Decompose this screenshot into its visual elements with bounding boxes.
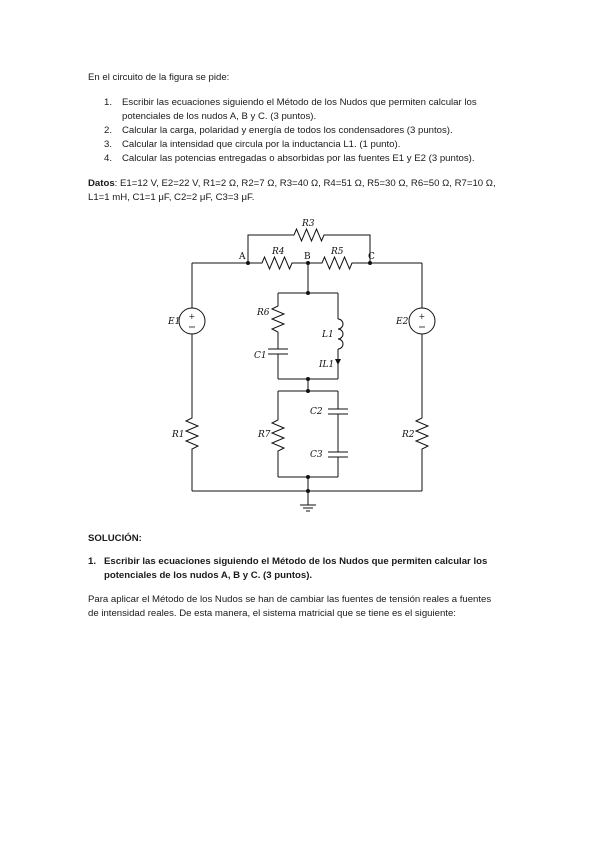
r2-label: R2 [402,430,415,440]
node-b-label: B [304,252,311,262]
task-3-number: 3. [104,139,113,150]
solucion-heading-number: 1. [88,556,97,567]
junction-dot [306,489,310,493]
resistor-r1 [186,334,198,491]
r6-label: R6 [257,308,270,318]
r3-label: R3 [302,219,315,229]
task-4-number: 4. [104,153,113,164]
resistor-r5 [308,257,370,269]
junction-dot [306,377,310,381]
c1-label: C1 [254,351,267,361]
task-1-line-1: Escribir las ecuaciones siguiendo el Método de los Nudos que permiten calcular los [122,97,477,108]
solucion-paragraph-line-1: Para aplicar el Método de los Nudos se han de cambiar las fuentes de tensión reales a fuentes [88,594,492,605]
capacitor-c1 [268,349,288,354]
solucion-heading-line-1: Escribir las ecuaciones siguiendo el Método de los Nudos que permiten calcular los [104,556,488,567]
ground-symbol [300,491,316,511]
il1-label: IL1 [319,360,335,370]
node-c-label: C [368,252,375,262]
capacitor-c2 [328,409,348,414]
task-4-line: Calcular las potencias entregadas o absorbidas por las fuentes E1 y E2 (3 puntos). [122,153,475,164]
l1-label: L1 [322,330,334,340]
task-2-number: 2. [104,125,113,136]
datos-line-1 [88,177,496,190]
node-a-label: A [239,252,246,262]
e2-plus-icon: + [418,312,426,321]
circuit-diagram [160,215,450,515]
resistor-r7 [272,391,284,477]
solucion-title: SOLUCIÓN: [88,533,142,544]
e1-label: E1 [168,317,181,327]
current-arrow-icon [335,359,341,365]
task-3-line: Calcular la intensidad que circula por la inductancia L1. (1 punto). [122,139,401,150]
datos-label: Datos [88,178,115,189]
intro-text: En el circuito de la figura se pide: [88,72,230,83]
r1-label: R1 [172,430,185,440]
solucion-heading-line-2: potenciales de los nudos A, B y C. (3 puntos). [104,570,313,581]
r5-label: R5 [331,247,344,257]
c3-label: C3 [310,450,323,460]
resistor-r6 [272,293,284,349]
e2-label: E2 [396,317,409,327]
task-2-line: Calcular la carga, polaridad y energía de todos los condensadores (3 puntos). [122,125,453,136]
r4-label: R4 [272,247,285,257]
junction-dot [306,291,310,295]
c2-label: C2 [310,407,323,417]
task-1-number: 1. [104,97,113,108]
datos-line-2: L1=1 mH, C1=1 μF, C2=2 μF, C3=3 μF. [88,192,255,203]
junction-dot [306,389,310,393]
e1-plus-icon: + [188,312,196,321]
task-1-line-2: potenciales de los nudos A, B y C. (3 puntos). [122,111,317,122]
junction-dot [306,475,310,479]
r7-label: R7 [258,430,271,440]
node-a-dot [246,261,250,265]
inductor-l1 [338,319,343,349]
datos-values-1: : E1=12 V, E2=22 V, R1=2 Ω, R2=7 Ω, R3=40 Ω, R4=51 Ω, R5=30 Ω, R6=50 Ω, R7=10 Ω, [114,178,496,189]
resistor-r2 [416,334,428,491]
resistor-r4 [248,257,308,269]
solucion-paragraph-line-2: de intensidad reales. De esta manera, el sistema matricial que se tiene es el siguiente: [88,608,456,619]
capacitor-c3 [328,452,348,457]
